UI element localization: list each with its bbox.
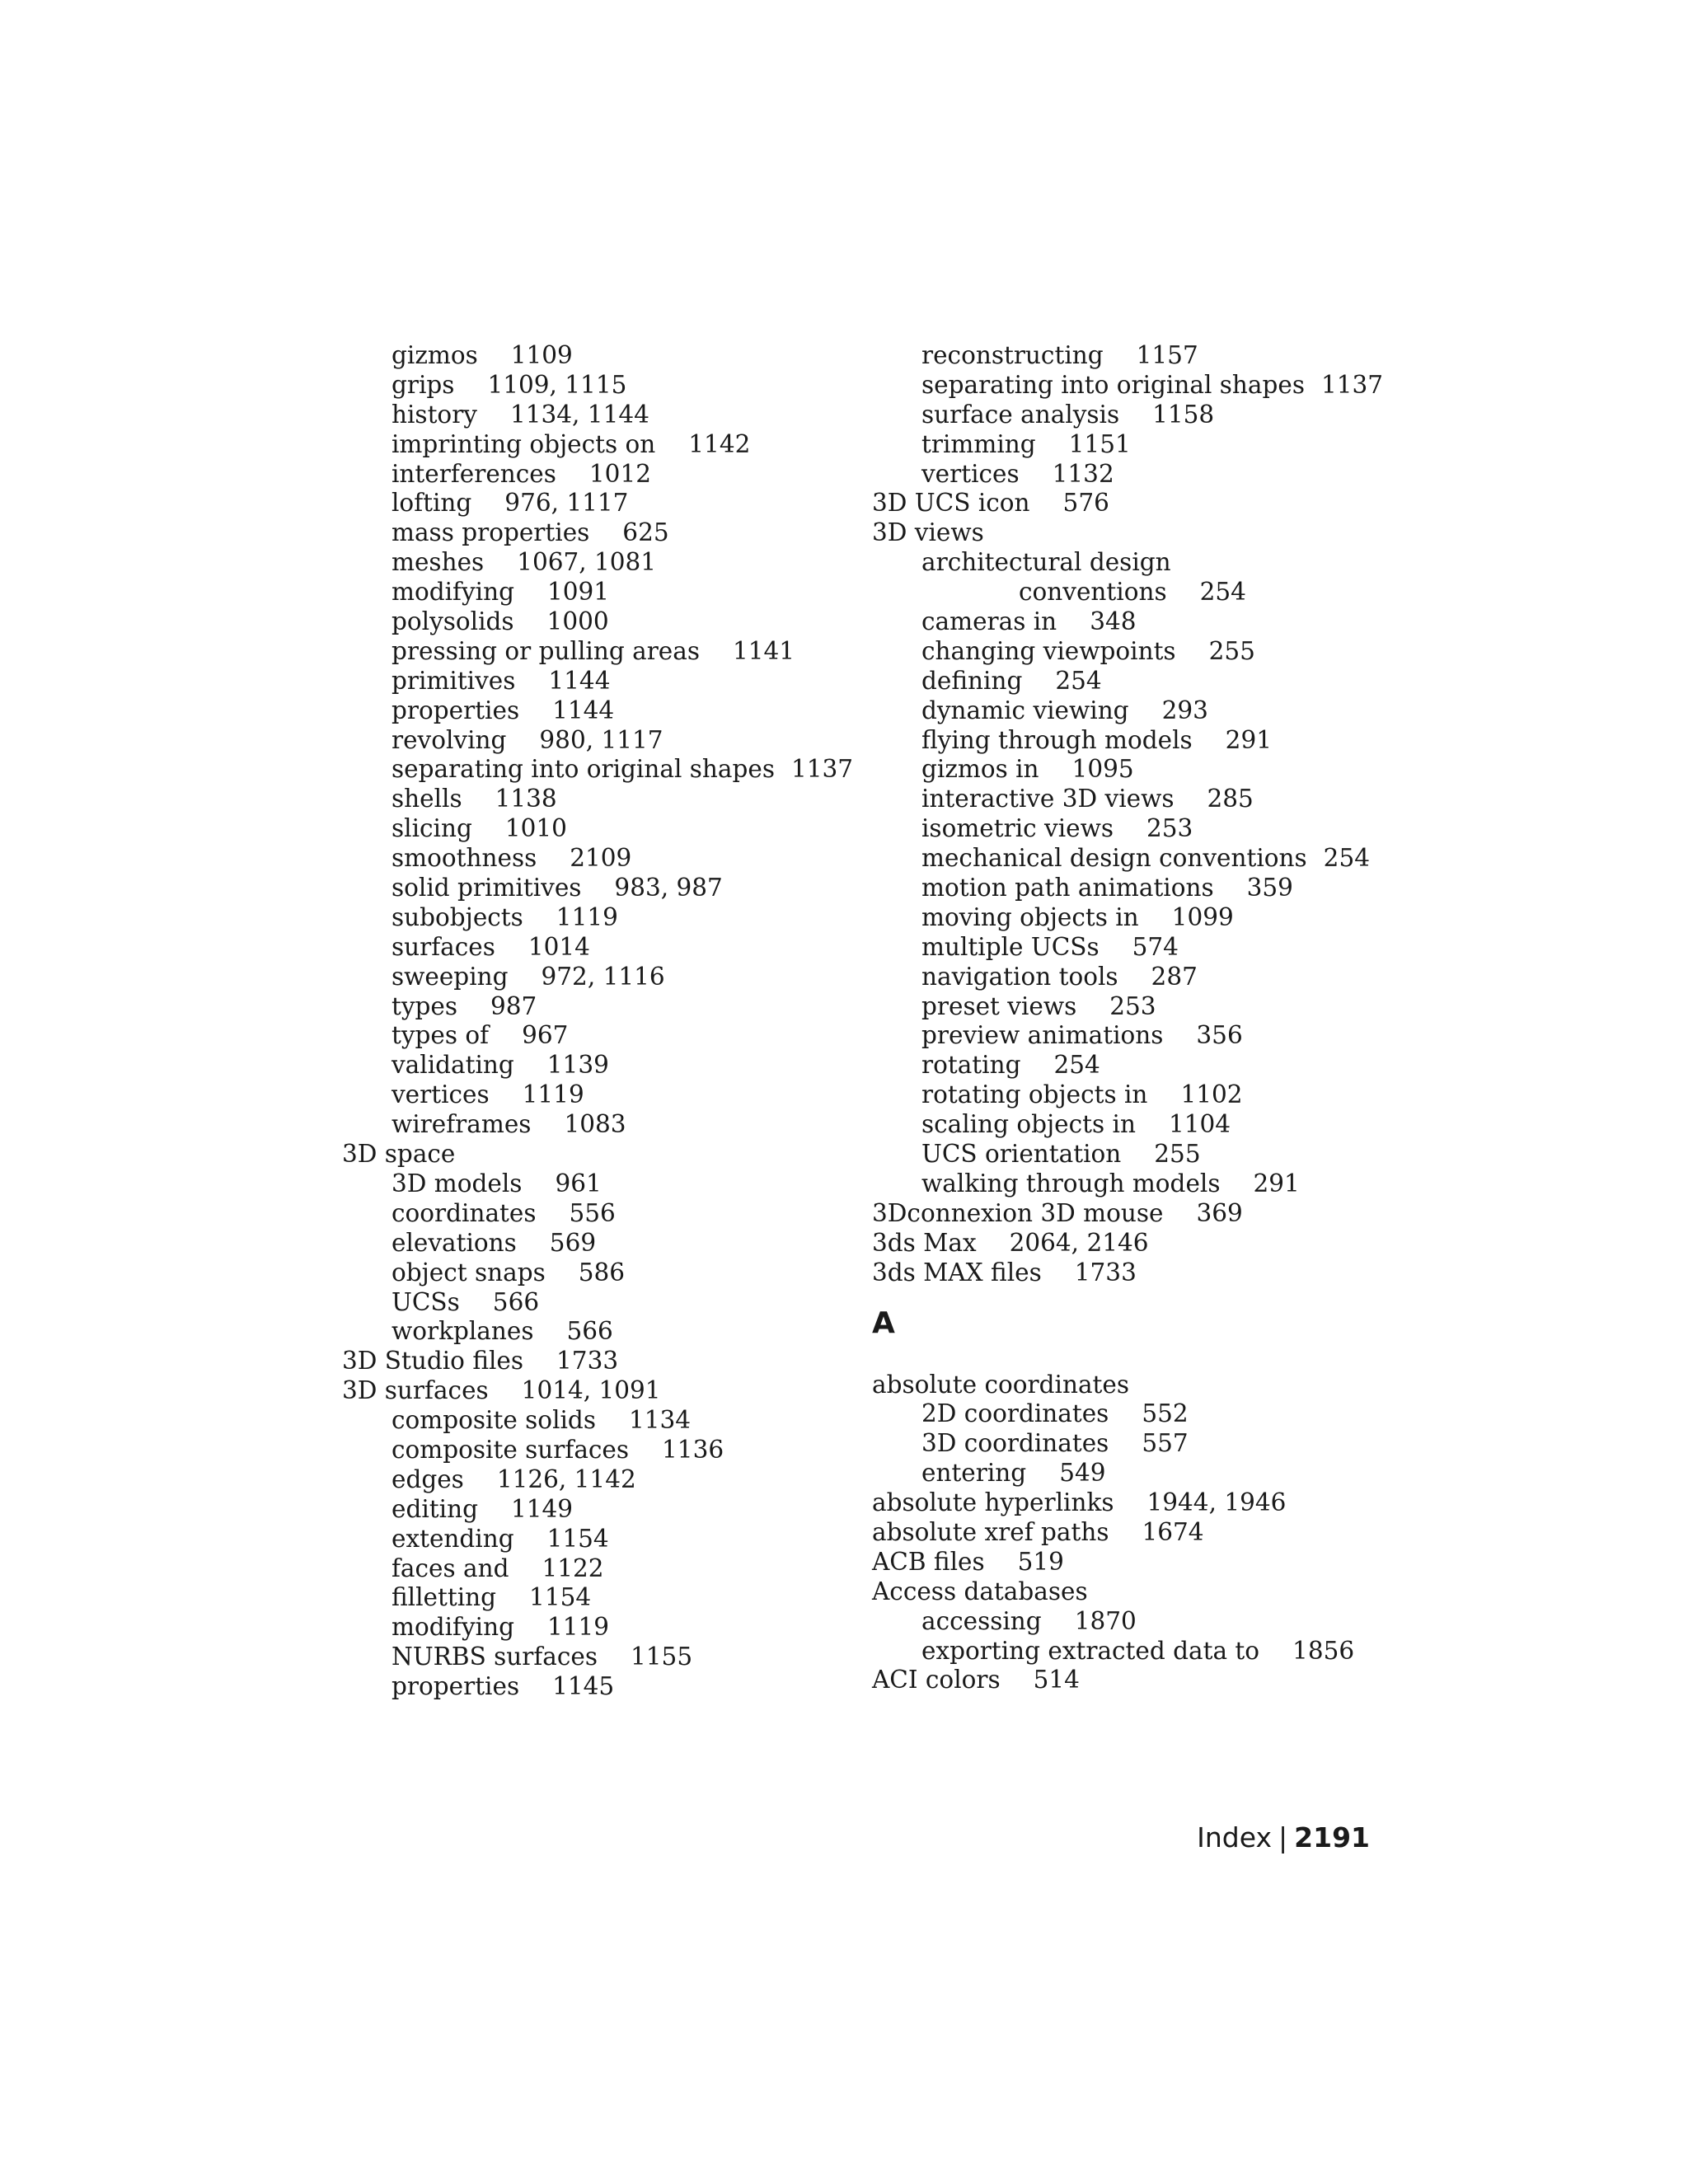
index-entry xyxy=(342,1376,870,1406)
index-subentry xyxy=(872,1399,1400,1429)
index-page-refs: 253 xyxy=(1146,814,1193,843)
index-page-refs: 291 xyxy=(1225,725,1272,754)
index-subentry xyxy=(872,755,1400,785)
index-subentry xyxy=(342,341,870,371)
index-term: modifying xyxy=(392,578,514,607)
index-term: mechanical design conventions xyxy=(921,844,1307,873)
index-page-refs: 1134, 1144 xyxy=(509,400,649,429)
index-page-refs: 1122 xyxy=(542,1554,604,1582)
index-page-refs: 1132 xyxy=(1052,459,1114,488)
index-column-left xyxy=(342,341,870,1702)
index-subentry xyxy=(342,489,870,518)
index-term: grips xyxy=(392,370,455,399)
index-page-refs: 1119 xyxy=(522,1080,584,1109)
index-page-refs: 1014 xyxy=(528,932,590,961)
index-page-refs: 1151 xyxy=(1068,429,1131,458)
index-term: composite solids xyxy=(392,1406,596,1435)
index-term: walking through models xyxy=(921,1169,1221,1197)
index-page-refs: 574 xyxy=(1132,932,1179,961)
index-term: rotating objects in xyxy=(921,1080,1148,1109)
index-term: elevations xyxy=(392,1228,517,1257)
index-page-refs: 1104 xyxy=(1168,1110,1231,1139)
index-page-refs: 1142 xyxy=(688,429,751,458)
index-page-refs: 987 xyxy=(490,991,537,1020)
index-subentry xyxy=(872,371,1400,401)
index-term: workplanes xyxy=(392,1317,534,1346)
index-term: accessing xyxy=(921,1606,1042,1635)
index-term: wireframes xyxy=(392,1110,532,1139)
index-term: shells xyxy=(392,785,462,813)
index-subentry xyxy=(872,1459,1400,1488)
index-subentry xyxy=(342,1406,870,1436)
index-subentry xyxy=(342,1051,870,1080)
index-term: imprinting objects on xyxy=(392,429,656,458)
index-page-refs: 1141 xyxy=(732,636,795,665)
index-subentry xyxy=(872,637,1400,667)
index-subentry xyxy=(342,963,870,992)
index-term: pressing or pulling areas xyxy=(392,636,700,665)
index-page-refs: 1095 xyxy=(1071,755,1134,784)
index-term: entering xyxy=(921,1459,1027,1488)
index-page-refs: 1119 xyxy=(546,1613,610,1642)
index-entry xyxy=(872,1229,1400,1258)
index-page-refs: 2109 xyxy=(570,844,632,873)
index-term: architectural design xyxy=(921,548,1171,577)
index-subentry xyxy=(342,401,870,430)
index-page-refs: 1733 xyxy=(556,1347,619,1376)
index-term: vertices xyxy=(921,459,1020,488)
index-term: Access databases xyxy=(872,1577,1088,1605)
index-subentry xyxy=(342,1643,870,1672)
index-page-refs: 254 xyxy=(1055,666,1102,695)
index-subentry xyxy=(872,548,1400,578)
index-subentry xyxy=(342,814,870,844)
index-term: absolute xref paths xyxy=(872,1517,1109,1546)
index-subentry xyxy=(872,578,1400,607)
index-page-refs: 1102 xyxy=(1180,1080,1243,1109)
index-page-refs: 359 xyxy=(1246,874,1293,902)
index-term: scaling objects in xyxy=(921,1110,1136,1139)
index-subentry xyxy=(872,1110,1400,1140)
index-subentry xyxy=(342,371,870,401)
index-subentry xyxy=(342,1525,870,1554)
index-term: conventions xyxy=(1019,578,1167,607)
index-page-refs: 1145 xyxy=(552,1672,615,1701)
index-term: absolute hyperlinks xyxy=(872,1488,1114,1517)
index-group-a xyxy=(872,1371,1400,1696)
index-term: 3D UCS icon xyxy=(872,489,1030,518)
index-term: UCS orientation xyxy=(921,1140,1122,1169)
index-page-refs: 983, 987 xyxy=(614,874,723,902)
index-page-refs: 566 xyxy=(566,1317,613,1346)
index-subentry xyxy=(342,1258,870,1288)
index-page-refs: 972, 1116 xyxy=(541,962,665,991)
index-term: preview animations xyxy=(921,1021,1164,1050)
index-term: 2D coordinates xyxy=(921,1399,1109,1428)
index-term: polysolids xyxy=(392,607,514,636)
index-subentry xyxy=(342,607,870,637)
index-term: revolving xyxy=(392,725,507,754)
index-subentry xyxy=(872,992,1400,1022)
index-term: types of xyxy=(392,1021,490,1050)
index-subentry xyxy=(342,1229,870,1258)
footer-label: Index xyxy=(1197,1821,1273,1854)
index-term: subobjects xyxy=(392,902,523,931)
index-term: solid primitives xyxy=(392,874,582,902)
index-term: surface analysis xyxy=(921,400,1120,429)
index-page-refs: 556 xyxy=(569,1198,616,1227)
index-term: defining xyxy=(921,666,1023,695)
index-term: interactive 3D views xyxy=(921,785,1175,813)
index-term: separating into original shapes xyxy=(392,755,775,784)
index-term: isometric views xyxy=(921,814,1114,843)
index-term: ACB files xyxy=(872,1547,985,1576)
index-page-refs: 967 xyxy=(522,1021,569,1050)
index-term: sweeping xyxy=(392,962,509,991)
index-subentry xyxy=(342,460,870,490)
index-term: 3D Studio files xyxy=(342,1347,524,1376)
index-subentry xyxy=(342,992,870,1022)
index-page-refs: 552 xyxy=(1142,1399,1189,1428)
index-subentry xyxy=(342,1554,870,1584)
index-page-refs: 1014, 1091 xyxy=(521,1376,661,1405)
index-group-3d xyxy=(872,341,1400,1288)
index-page-refs: 1154 xyxy=(546,1524,609,1553)
index-term: interferences xyxy=(392,459,556,488)
index-page-refs: 1136 xyxy=(662,1435,724,1464)
index-subentry xyxy=(342,1169,870,1199)
index-page-refs: 1083 xyxy=(564,1110,626,1139)
index-subentry xyxy=(342,667,870,696)
index-term: 3D coordinates xyxy=(921,1429,1109,1458)
index-subentry xyxy=(342,1465,870,1495)
index-term: 3ds MAX files xyxy=(872,1258,1042,1286)
index-page-refs: 1157 xyxy=(1136,341,1198,369)
index-term: dynamic viewing xyxy=(921,696,1129,724)
index-page-refs: 1154 xyxy=(529,1583,592,1612)
index-entry xyxy=(342,1140,870,1169)
index-subentry xyxy=(342,933,870,963)
index-subentry xyxy=(342,430,870,460)
index-term: 3D models xyxy=(392,1169,523,1197)
index-subentry xyxy=(342,518,870,548)
index-term: properties xyxy=(392,696,520,724)
index-entry xyxy=(872,1577,1400,1607)
index-page-refs: 1144 xyxy=(548,666,611,695)
index-subentry xyxy=(872,814,1400,844)
index-term: gizmos in xyxy=(921,755,1039,784)
index-page-refs: 586 xyxy=(578,1258,626,1286)
index-subentry xyxy=(342,874,870,903)
page-number: 2191 xyxy=(1294,1821,1370,1854)
index-column-right xyxy=(872,341,1400,1695)
index-page-refs: 1091 xyxy=(546,578,610,607)
index-term: object snaps xyxy=(392,1258,546,1286)
index-page-refs: 1139 xyxy=(546,1051,609,1080)
index-page-refs: 253 xyxy=(1109,991,1156,1020)
index-subentry xyxy=(872,726,1400,756)
index-page-refs: 549 xyxy=(1059,1459,1106,1488)
index-page-refs: 1134 xyxy=(628,1406,692,1435)
index-entry xyxy=(872,1548,1400,1577)
index-term: coordinates xyxy=(392,1198,537,1227)
index-term: smoothness xyxy=(392,844,537,873)
index-page-refs: 348 xyxy=(1090,607,1137,636)
index-subentry xyxy=(872,933,1400,963)
index-term: mass properties xyxy=(392,518,590,547)
index-page-refs: 293 xyxy=(1161,696,1208,724)
index-subentry xyxy=(342,844,870,874)
index-page-refs: 1000 xyxy=(546,607,609,636)
index-entry xyxy=(342,1347,870,1376)
index-term: 3D space xyxy=(342,1140,456,1169)
index-term: modifying xyxy=(392,1613,514,1642)
index-page-refs: 976, 1117 xyxy=(504,489,629,518)
index-term: absolute coordinates xyxy=(872,1370,1129,1399)
index-subentry xyxy=(872,963,1400,992)
index-entry xyxy=(872,489,1400,518)
index-term: separating into original shapes xyxy=(921,370,1305,399)
index-term: properties xyxy=(392,1672,520,1701)
index-page-refs: 1856 xyxy=(1292,1636,1355,1665)
index-term: trimming xyxy=(921,429,1036,458)
index-term: ACI colors xyxy=(872,1666,1001,1694)
index-page-refs: 1870 xyxy=(1074,1606,1137,1635)
index-page-refs: 1674 xyxy=(1142,1517,1204,1546)
index-subentry xyxy=(872,460,1400,490)
index-subentry xyxy=(872,430,1400,460)
index-subentry xyxy=(872,341,1400,371)
index-page-refs: 980, 1117 xyxy=(539,725,663,754)
index-subentry xyxy=(342,1110,870,1140)
index-term: preset views xyxy=(921,991,1077,1020)
index-page-refs: 1138 xyxy=(495,785,557,813)
index-term: faces and xyxy=(392,1554,509,1582)
index-term: changing viewpoints xyxy=(921,636,1176,665)
index-page-refs: 356 xyxy=(1196,1021,1243,1050)
index-entry xyxy=(872,1666,1400,1695)
index-page-refs: 1155 xyxy=(631,1643,693,1671)
index-subentry xyxy=(872,785,1400,814)
index-page-refs: 2064, 2146 xyxy=(1009,1228,1149,1257)
index-page-refs: 1126, 1142 xyxy=(496,1465,636,1493)
index-term: moving objects in xyxy=(921,902,1139,931)
index-subentry xyxy=(342,726,870,756)
index-page-refs: 255 xyxy=(1208,636,1255,665)
index-entry xyxy=(872,1199,1400,1229)
index-subentry xyxy=(872,696,1400,726)
index-term: edges xyxy=(392,1465,464,1493)
index-term: cameras in xyxy=(921,607,1057,636)
index-page-refs: 1733 xyxy=(1074,1258,1137,1286)
section-heading-a: A xyxy=(872,1305,895,1340)
index-subentry xyxy=(342,637,870,667)
index-term: exporting extracted data to xyxy=(921,1636,1260,1665)
index-term: UCSs xyxy=(392,1287,460,1316)
index-page-refs: 1010 xyxy=(504,814,567,843)
index-term: 3D surfaces xyxy=(342,1376,489,1405)
index-page-refs: 625 xyxy=(622,518,669,547)
index-page-refs: 514 xyxy=(1033,1666,1080,1694)
index-subentry xyxy=(342,578,870,607)
index-page-refs: 1158 xyxy=(1152,400,1215,429)
index-subentry xyxy=(342,1199,870,1229)
index-term: NURBS surfaces xyxy=(392,1643,598,1671)
index-term: multiple UCSs xyxy=(921,932,1100,961)
index-term: 3ds Max xyxy=(872,1228,977,1257)
index-page-refs: 1119 xyxy=(556,902,618,931)
index-subentry xyxy=(342,1613,870,1643)
index-term: editing xyxy=(392,1494,478,1523)
index-subentry xyxy=(872,1080,1400,1110)
index-page-refs: 1149 xyxy=(510,1494,574,1523)
index-page-refs: 1099 xyxy=(1171,902,1234,931)
index-subentry xyxy=(342,1672,870,1702)
index-subentry xyxy=(342,785,870,814)
index-subentry xyxy=(872,903,1400,933)
index-page-refs: 1109, 1115 xyxy=(487,370,627,399)
index-subentry xyxy=(872,1169,1400,1199)
index-term: flying through models xyxy=(921,725,1193,754)
index-term: validating xyxy=(392,1051,514,1080)
index-page-refs: 1144 xyxy=(552,696,615,724)
index-entry xyxy=(872,1518,1400,1548)
index-subentry xyxy=(872,844,1400,874)
index-term: 3D views xyxy=(872,518,984,547)
index-page-refs: 369 xyxy=(1196,1198,1243,1227)
index-term: vertices xyxy=(392,1080,490,1109)
index-subentry xyxy=(342,1436,870,1465)
index-subentry xyxy=(342,903,870,933)
index-subentry xyxy=(872,1140,1400,1169)
index-subentry xyxy=(872,1051,1400,1080)
index-subentry xyxy=(872,607,1400,637)
index-term: motion path animations xyxy=(921,874,1214,902)
index-subentry xyxy=(872,874,1400,903)
index-page-refs: 285 xyxy=(1207,785,1254,813)
index-term: rotating xyxy=(921,1051,1021,1080)
index-term: composite surfaces xyxy=(392,1435,630,1464)
index-term: lofting xyxy=(392,489,472,518)
index-subentry xyxy=(872,401,1400,430)
index-subentry xyxy=(872,1429,1400,1459)
index-page-refs: 287 xyxy=(1151,962,1198,991)
index-page-refs: 1944, 1946 xyxy=(1146,1488,1287,1517)
index-entry xyxy=(872,518,1400,548)
index-term: primitives xyxy=(392,666,516,695)
index-subentry xyxy=(342,696,870,726)
index-subentry xyxy=(342,548,870,578)
index-page-refs: 576 xyxy=(1062,489,1109,518)
index-entry xyxy=(872,1488,1400,1518)
index-term: slicing xyxy=(392,814,472,843)
index-term: history xyxy=(392,400,477,429)
page-footer xyxy=(1154,1821,1370,1854)
index-subentry xyxy=(342,1021,870,1051)
index-term: filletting xyxy=(392,1583,497,1612)
index-subentry xyxy=(872,1637,1400,1666)
index-page-refs: 1012 xyxy=(588,459,651,488)
index-subentry xyxy=(342,1317,870,1347)
index-term: navigation tools xyxy=(921,962,1118,991)
index-page-refs: 255 xyxy=(1154,1140,1201,1169)
index-term: extending xyxy=(392,1524,514,1553)
index-subentry xyxy=(872,667,1400,696)
index-page-refs: 1067, 1081 xyxy=(517,548,657,577)
index-entry xyxy=(872,1371,1400,1400)
index-term: reconstructing xyxy=(921,341,1104,369)
index-subentry xyxy=(872,1021,1400,1051)
index-page-refs: 566 xyxy=(492,1287,540,1316)
index-page-refs: 1137 xyxy=(1320,370,1384,399)
index-subentry xyxy=(342,1495,870,1525)
index-term: surfaces xyxy=(392,932,495,961)
index-page-refs: 557 xyxy=(1142,1429,1189,1458)
footer-separator: | xyxy=(1278,1821,1288,1854)
index-term: 3Dconnexion 3D mouse xyxy=(872,1198,1164,1227)
index-entry xyxy=(872,1258,1400,1288)
index-page-refs: 569 xyxy=(549,1228,597,1257)
index-page-refs: 1109 xyxy=(510,341,573,369)
index-page-refs: 1137 xyxy=(790,755,854,784)
index-page-refs: 254 xyxy=(1199,578,1246,607)
index-term: gizmos xyxy=(392,341,478,369)
index-term: types xyxy=(392,991,458,1020)
index-page-refs: 254 xyxy=(1323,844,1370,873)
index-subentry xyxy=(342,1583,870,1613)
index-subentry xyxy=(342,1080,870,1110)
index-subentry xyxy=(342,755,870,785)
index-page-refs: 254 xyxy=(1053,1051,1100,1080)
index-page-refs: 961 xyxy=(555,1169,602,1197)
index-term: meshes xyxy=(392,548,485,577)
index-page-refs: 291 xyxy=(1253,1169,1300,1197)
index-subentry xyxy=(872,1607,1400,1637)
index-subentry xyxy=(342,1288,870,1318)
index-page-refs: 519 xyxy=(1017,1547,1064,1576)
